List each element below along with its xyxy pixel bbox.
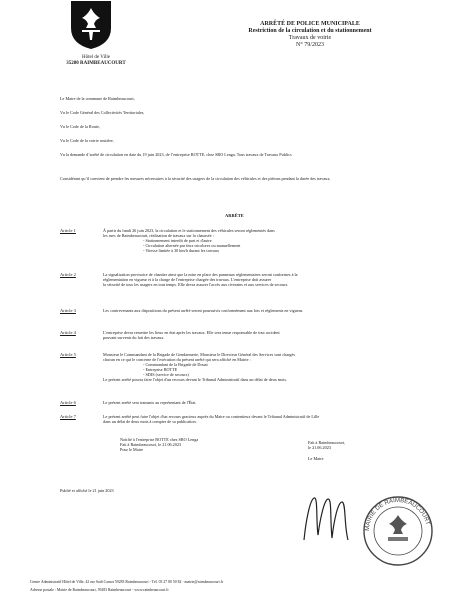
vu-line: Le Maire de la commune de Raimbeaucourt, xyxy=(60,96,135,101)
vu-line: Vu le Code de la Route, xyxy=(60,124,100,129)
notification-block xyxy=(120,437,198,452)
article-line: - Vitesse limitée à 30 km/h durant les travaux xyxy=(143,248,219,253)
article-label: Article 4 xyxy=(60,330,76,335)
vu-line: Vu la demande d’arrêté de circulation en date du 19 juin 2023, de l’entreprise BOTTE, chez SRO Lenga, Tous travaux de Travaux Publics xyxy=(60,152,292,157)
article-body xyxy=(103,228,433,253)
article-line: Monsieur le Commandant de la Brigade de Gendarmerie, Monsieur le Directeur Général des Services sont chargés xyxy=(103,352,296,357)
article-line: Le présent arrêté pourra faire l'objet d'un recours devant le Tribunal Administratif dans un délai de deux mois. xyxy=(103,377,288,382)
sig-left-line: Pour le Maire xyxy=(120,447,144,452)
article-line: réglementation en vigueur et à la charge de l'entreprise chargée des travaux. L'entreprise doit assurer xyxy=(103,277,272,282)
article-label: Article 5 xyxy=(60,352,76,357)
article-line: chacun en ce qui le concerne de l'exécution du présent arrêté qui sera affiché en Mairie : xyxy=(103,357,251,362)
article-line: dans un délai de deux mois à compter de sa publication. xyxy=(103,419,197,424)
city-crest-logo xyxy=(70,0,112,50)
mayor-signature-block xyxy=(308,440,345,461)
article-body xyxy=(103,330,433,340)
arrete-heading: ARRÊTE xyxy=(225,213,244,218)
arrete-title-block xyxy=(205,21,415,49)
article-line: - Entreprise BOTTE xyxy=(143,367,178,372)
arrete-subject-2: Travaux de voirie xyxy=(288,35,332,41)
article-line: Le présent arrêté sera transmis au représentant de l'État. xyxy=(103,400,197,405)
article-line: Les contrevenants aux dispositions du présent arrêté seront poursuivis conformément aux lois et règlements en vigueur. xyxy=(103,308,304,313)
article-line: L'entreprise devra remettre les lieux en état après les travaux. Elle sera tenue responsable de tout accident xyxy=(103,330,280,335)
vu-line: Vu le Code Général des Collectivités Territoriales, xyxy=(60,110,145,115)
article-label: Article 7 xyxy=(60,414,76,419)
article-line: À partir du lundi 26 juin 2023, la circulation et le stationnement des véhicules seront réglementés dans xyxy=(103,228,275,233)
article-label: Article 3 xyxy=(60,308,76,313)
mairie-official-stamp xyxy=(362,495,434,567)
mairie-address: 35280 RAIMBEAUCOURT xyxy=(66,61,126,66)
article-body xyxy=(103,272,433,287)
article-line: - SDIS (service de secours) xyxy=(143,372,189,377)
arrete-title: ARRÊTÉ DE POLICE MUNICIPALE xyxy=(260,21,360,27)
article-label: Article 2 xyxy=(60,272,76,277)
sig-left-line: Notifié à l'entreprise BOTTE chez SRO Lenga xyxy=(120,437,199,442)
stamp-text: MAIRIE DE RAIMBEAUCOURT xyxy=(364,497,431,532)
article-line: - Circulation alternée par feux tricolores ou manuellement xyxy=(143,243,241,248)
mairie-name-block xyxy=(56,55,136,67)
article-line: la sécurité de tous les usagers en tout temps. Elle devra assurer l'accès aux riverains et aux services de secours. xyxy=(103,282,289,287)
sig-right-line: Fait à Raimbeaucourt, xyxy=(308,440,346,445)
article-line: - Stationnement interdit de part et d'autre xyxy=(143,238,212,243)
article-line: Le présent arrêté peut faire l'objet d'un recours gracieux auprès du Maire ou contentieux devant le Tribunal Administratif de Lille xyxy=(103,414,320,419)
footer-line: Centre Administratif Hôtel de Ville, 42 rue Sadi Carnot 59283 Raimbeaucourt - Tél. 03 27 80 50 82 - mairie@raimbeaucourt.fr xyxy=(30,580,224,584)
article-line: - Commandant de la Brigade de Douai xyxy=(143,362,208,367)
vu-line: Considérant qu’il convient de prendre les mesures nécessaires à la sécurité des usagers de la circulation des véhicules et des piétons pendant la durée des travaux, xyxy=(60,176,331,181)
article-line: pouvant survenir du fait des travaux. xyxy=(103,335,165,340)
article-label: Article 1 xyxy=(60,228,76,233)
publication-line: Publié et affiché le 21 juin 2023 xyxy=(60,488,114,493)
footer-line: Adresse postale : Mairie de Raimbeaucourt, 59283 Raimbeaucourt - www.raimbeaucourt.fr xyxy=(30,588,169,592)
article-body xyxy=(103,308,433,313)
sig-right-line: le 21.06.2023 xyxy=(308,445,331,450)
mairie-label: Hôtel de Ville xyxy=(82,55,110,60)
article-body xyxy=(103,414,433,424)
arrete-subject-1: Restriction de la circulation et du stationnement xyxy=(248,28,372,34)
article-body xyxy=(103,400,433,405)
article-body xyxy=(103,352,433,382)
mayor-handwritten-signature xyxy=(296,490,356,545)
arrete-number: N° 79/2023 xyxy=(296,42,324,48)
sig-right-line: Le Maire xyxy=(308,456,324,461)
article-label: Article 6 xyxy=(60,400,76,405)
vu-line: Vu le Code de la voirie routière, xyxy=(60,138,114,143)
article-line: les rues de Raimbeaucourt, réalisation de travaux sur la chaussée : xyxy=(103,233,214,238)
sig-left-line: Fait à Raimbeaucourt, le 21.06.2023 xyxy=(120,442,182,447)
article-line: La signalisation provisoire de chantier ainsi que la mise en place des panneaux réglementaires seront conformes à la xyxy=(103,272,298,277)
